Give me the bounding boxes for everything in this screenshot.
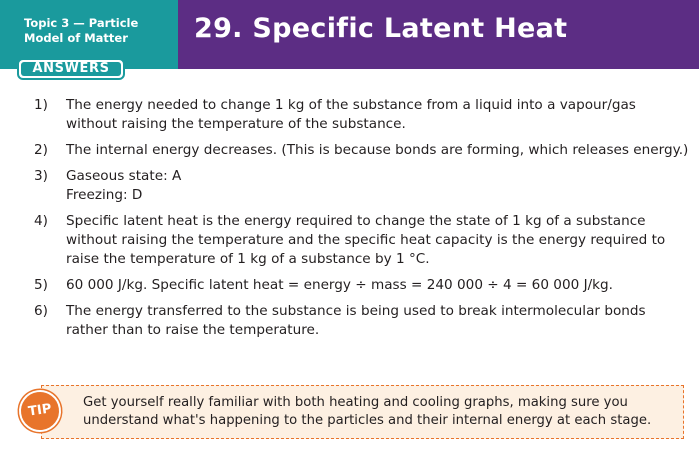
answer-number: 4) [34, 213, 48, 229]
answer-line: Specific latent heat is the energy required to change the state of 1 kg of a substance [66, 213, 646, 229]
answer-line: raise the temperature of 1 kg of a substance by 1 °C. [66, 251, 430, 267]
answer-line: 60 000 J/kg. Specific latent heat = energy ÷ mass = 240 000 ÷ 4 = 60 000 J/kg. [66, 277, 613, 293]
answer-line: The energy transferred to the substance is being used to break intermolecular bonds [66, 303, 646, 319]
answer-item [34, 276, 684, 295]
answer-line: without raising the temperature of the substance. [66, 116, 406, 132]
answer-item [34, 96, 684, 134]
tip-line: Get yourself really familiar with both heating and cooling graphs, making sure you [83, 395, 628, 410]
tip-text [83, 394, 683, 430]
answer-number: 2) [34, 142, 48, 158]
tip-line: understand what's happening to the particles and their internal energy at each stage. [83, 413, 652, 428]
page-title: 29. Specific Latent Heat [194, 13, 568, 44]
answer-item [34, 167, 684, 205]
answer-number: 6) [34, 303, 48, 319]
tip-badge: TIP [16, 387, 63, 434]
answer-line: Freezing: D [66, 187, 143, 203]
answers-badge-label: ANSWERS [21, 62, 121, 76]
answer-line: The energy needed to change 1 kg of the substance from a liquid into a vapour/gas [66, 97, 636, 113]
answer-number: 5) [34, 277, 48, 293]
topic-label: Topic 3 — Particle Model of Matter [24, 16, 139, 45]
answers-list [34, 96, 689, 347]
answer-line: without raising the temperature and the specific heat capacity is the energy required to [66, 232, 666, 248]
answer-item [34, 302, 684, 340]
answers-badge [17, 58, 125, 80]
answer-item [34, 212, 684, 269]
answer-item [34, 141, 689, 160]
answer-line: Gaseous state: A [66, 168, 182, 184]
answer-number: 1) [34, 97, 48, 113]
answer-number: 3) [34, 168, 48, 184]
title-box [178, 0, 699, 69]
answer-line: rather than to raise the temperature. [66, 322, 320, 338]
answer-line: The internal energy decreases. (This is because bonds are forming, which releases energy.) [66, 142, 689, 158]
